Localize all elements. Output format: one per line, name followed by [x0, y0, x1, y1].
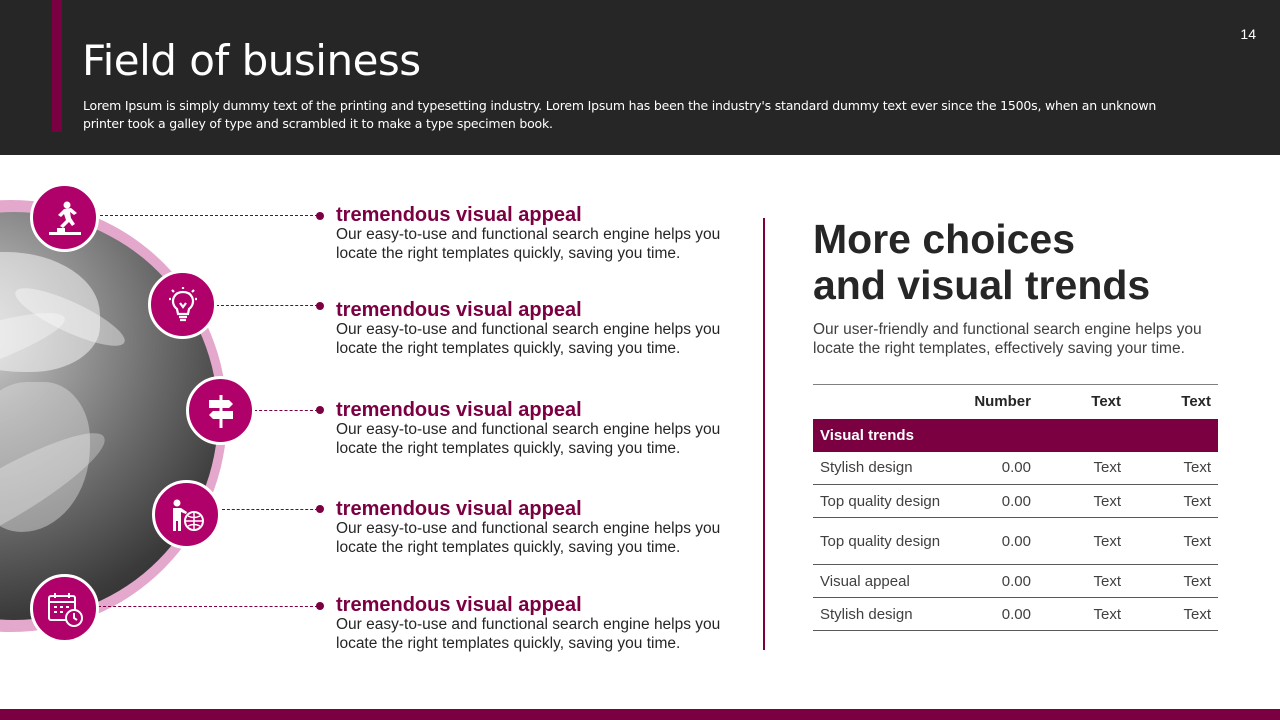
table-cell: Text: [1128, 518, 1218, 565]
table-cell: Top quality design: [813, 485, 953, 518]
feature-title: tremendous visual appeal: [336, 498, 582, 520]
connector-line: [98, 606, 318, 607]
connector-line: [254, 410, 318, 411]
side-heading-line1: More choices: [813, 216, 1076, 262]
connector-line: [222, 509, 318, 510]
feature-body: Our easy-to-use and functional search engine helps you locate the right templates quickly, saving you time.: [336, 226, 721, 262]
page-subtitle: Lorem Ipsum is simply dummy text of the printing and typesetting industry. Lorem Ipsum has been the industry's standard dummy text ever since the 1500s, when an unknown printer took a galley of type and scrambled it to make a type specimen book.: [83, 98, 1157, 131]
page-title: Field of business: [82, 36, 421, 85]
table-header-cell: Text: [1181, 393, 1211, 411]
table-cell: Text: [1038, 565, 1128, 598]
feature-title: tremendous visual appeal: [336, 594, 582, 616]
table-cell: 0.00: [953, 518, 1038, 565]
table-cell: Text: [1038, 452, 1128, 485]
table-header-row: [813, 385, 1218, 419]
data-table: [813, 384, 1218, 631]
feature-body: Our easy-to-use and functional search engine helps you locate the right templates quickly, saving you time.: [336, 321, 721, 357]
slide-number: 14: [1240, 26, 1256, 42]
feature-item: [336, 300, 756, 358]
table-row: [813, 518, 1218, 565]
table-row: [813, 598, 1218, 631]
connector-dot: [316, 406, 324, 414]
table-section-row: [813, 419, 1218, 452]
feature-item: [336, 400, 756, 458]
feature-body: Our easy-to-use and functional search engine helps you locate the right templates quickly, saving you time.: [336, 421, 721, 457]
feature-item: [336, 205, 756, 263]
feature-body: Our easy-to-use and functional search engine helps you locate the right templates quickly, saving you time.: [336, 520, 721, 556]
table-cell: 0.00: [953, 452, 1038, 485]
table-cell: Stylish design: [813, 452, 953, 485]
table-header-cell: [813, 385, 953, 419]
header-bar: [0, 0, 1280, 155]
side-heading: [813, 216, 1150, 308]
table-cell: Text: [1128, 598, 1218, 631]
feature-title: tremendous visual appeal: [336, 204, 582, 226]
feature-item: [336, 499, 756, 557]
lightbulb-icon: [148, 270, 217, 339]
table-cell: 0.00: [953, 565, 1038, 598]
feature-item: [336, 595, 756, 653]
table-cell: Top quality design: [813, 518, 953, 565]
table-section-label: Visual trends: [813, 419, 1218, 452]
table-cell: Text: [1128, 485, 1218, 518]
table-header-cell: Text: [1091, 393, 1121, 411]
connector-line: [216, 305, 318, 306]
connector-dot: [316, 505, 324, 513]
table-row: [813, 565, 1218, 598]
table-cell: Visual appeal: [813, 565, 953, 598]
calendar-clock-icon: [30, 574, 99, 643]
table-cell: Text: [1128, 452, 1218, 485]
connector-dot: [316, 602, 324, 610]
signpost-icon: [186, 376, 255, 445]
connector-dot: [316, 212, 324, 220]
feature-title: tremendous visual appeal: [336, 299, 582, 321]
table-row: [813, 485, 1218, 518]
table-cell: Text: [1038, 598, 1128, 631]
vertical-divider: [763, 218, 765, 650]
connector-line: [100, 215, 318, 216]
table-cell: 0.00: [953, 598, 1038, 631]
person-globe-icon: [152, 480, 221, 549]
feature-body: Our easy-to-use and functional search engine helps you locate the right templates quickly, saving you time.: [336, 616, 721, 652]
table-cell: Text: [1038, 518, 1128, 565]
table-header-cell: Number: [974, 393, 1031, 411]
footer-bar: [0, 709, 1280, 720]
side-description: Our user-friendly and functional search engine helps you locate the right templates, effectively saving your time.: [813, 321, 1202, 357]
running-stairs-icon: [30, 183, 99, 252]
connector-dot: [316, 302, 324, 310]
header-accent-bar: [52, 0, 62, 132]
table-row: [813, 452, 1218, 485]
table-cell: 0.00: [953, 485, 1038, 518]
feature-title: tremendous visual appeal: [336, 399, 582, 421]
table-cell: Stylish design: [813, 598, 953, 631]
table-cell: Text: [1128, 565, 1218, 598]
table-cell: Text: [1038, 485, 1128, 518]
side-heading-line2: and visual trends: [813, 262, 1151, 308]
